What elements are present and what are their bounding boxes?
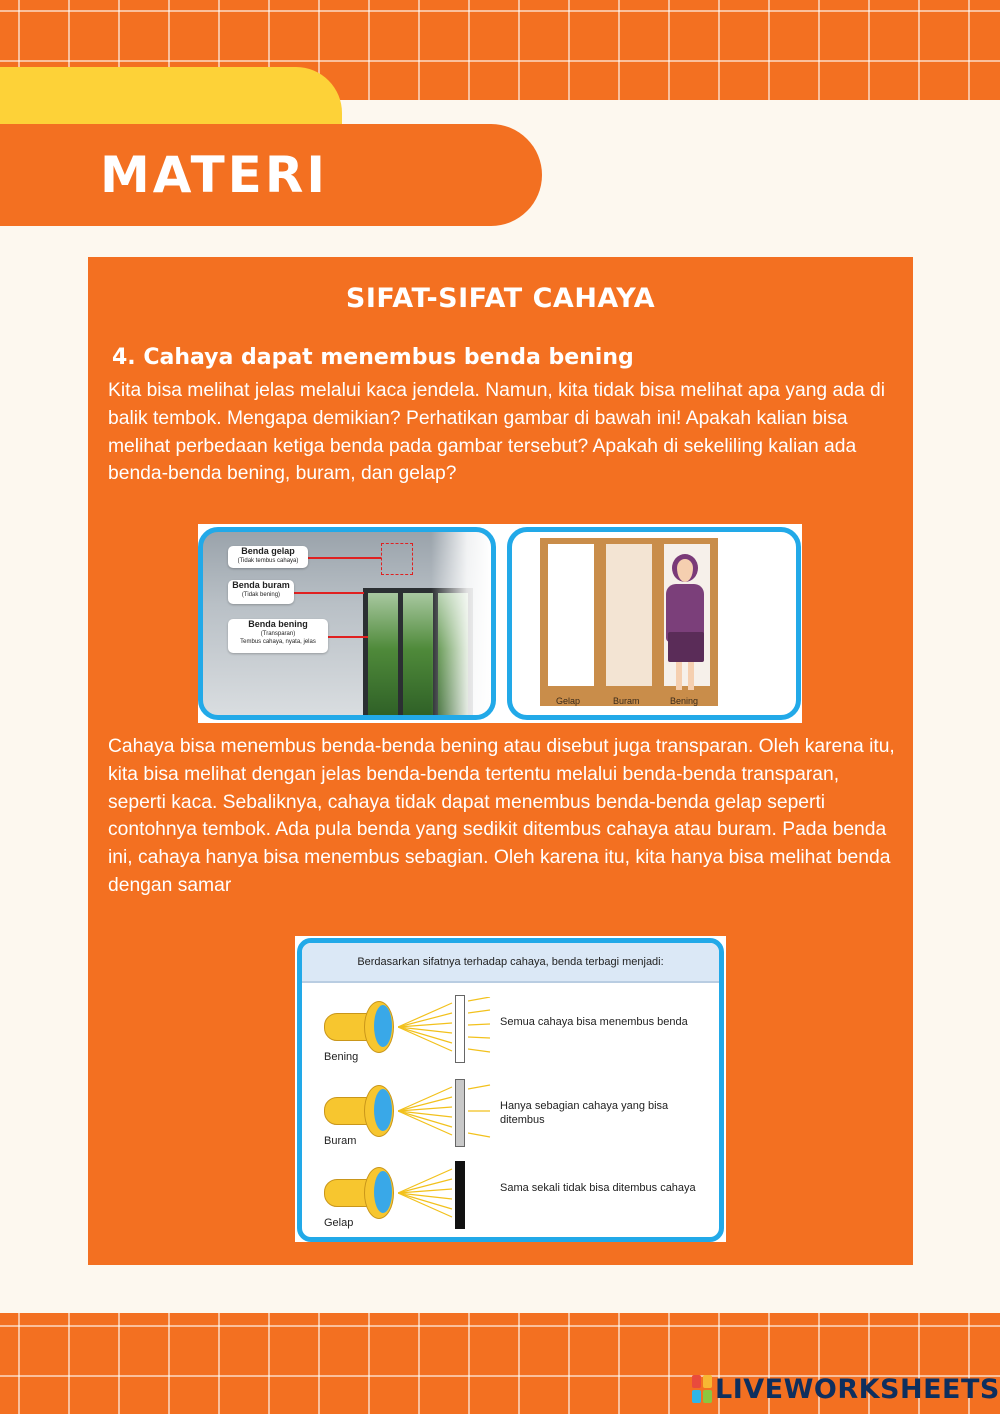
- label-title: Benda gelap: [241, 546, 295, 556]
- light-properties-diagram: [295, 936, 726, 1242]
- section-title: SIFAT-SIFAT CAHAYA: [345, 283, 656, 314]
- label-benda-buram: [228, 580, 294, 604]
- label-subtitle: (Tidak tembus cahaya): [237, 558, 299, 564]
- properties-frame: [297, 938, 724, 1242]
- flashlight-lens: [374, 1005, 392, 1047]
- transmitted-rays-icon: [468, 997, 492, 1057]
- liveworksheets-logo-icon: [692, 1375, 712, 1403]
- intro-paragraph: Kita bisa melihat jelas melalui kaca jendela. Namun, kita tidak bisa melihat apa yang ada di balik tembok. Mengapa demikian? Perhatikan gambar di bawah ini! Apakah kalian bisa melihat perbedaan ketiga benda pada gambar tersebut? Apakah di sekeliling kalian ada benda-benda bening, buram, dan gelap?: [108, 380, 886, 485]
- door-panes-picture: [507, 527, 801, 720]
- pointer-line: [328, 636, 368, 638]
- property-label: Gelap: [324, 1217, 354, 1229]
- caption-bening: Bening: [670, 696, 699, 706]
- translucent-object-bar: [455, 1079, 465, 1147]
- property-label: Bening: [324, 1051, 359, 1063]
- wall-marker: [381, 543, 413, 575]
- opaque-object-bar: [455, 1161, 465, 1229]
- property-row-gelap: [302, 1157, 719, 1237]
- girl-head: [672, 554, 698, 582]
- page-title: MATERI: [100, 146, 328, 204]
- content-panel: [88, 257, 913, 1265]
- property-row-buram: [302, 1075, 719, 1155]
- caption-gelap: Gelap: [556, 696, 581, 706]
- pointer-line: [308, 557, 381, 559]
- property-row-bening: [302, 991, 719, 1071]
- label-benda-gelap: [228, 546, 308, 568]
- door-pane-gelap: [548, 544, 594, 686]
- caption-buram: Buram: [613, 696, 640, 706]
- explanation-paragraph: Cahaya bisa menembus benda-benda bening atau disebut juga transparan. Oleh karena itu, kita bisa melihat dengan jelas benda-benda tertentu melalui benda-benda transparan, seperti kaca. Sebaliknya, cahaya tidak dapat menembus benda-benda gelap seperti contohnya tembok. Ada pula benda yang sedikit ditembus cahaya atau buram. Pada benda ini, cahaya hanya bisa menembus sebagian. Oleh karena itu, kita hanya bisa melihat benda dengan samar: [108, 736, 895, 896]
- property-description: Hanya sebagian cahaya yang bisa ditembus: [500, 1100, 669, 1126]
- label-subtitle: Tembus cahaya, nyata, jelas: [240, 639, 316, 645]
- property-description: Sama sekali tidak bisa ditembus cahaya: [500, 1182, 696, 1194]
- benda-illustration: [198, 524, 802, 723]
- door-pane-buram: [606, 544, 652, 686]
- flashlight-lens: [374, 1089, 392, 1131]
- girl-skirt: [668, 632, 704, 662]
- properties-header: Berdasarkan sifatnya terhadap cahaya, benda terbagi menjadi:: [302, 943, 719, 983]
- property-label: Buram: [324, 1135, 357, 1147]
- window-glass-pane: [403, 593, 433, 718]
- flashlight-lens: [374, 1171, 392, 1213]
- pointer-line: [294, 592, 364, 594]
- label-subtitle: (Tidak bening): [241, 592, 281, 598]
- transmitted-rays-icon: [468, 1081, 492, 1141]
- subheading: 4. Cahaya dapat menembus benda bening: [112, 345, 634, 370]
- light-rays-icon: [398, 999, 454, 1055]
- liveworksheets-logo: [692, 1373, 1000, 1405]
- logo-text: LIVEWORKSHEETS: [715, 1373, 1000, 1405]
- label-benda-bening: [228, 619, 328, 653]
- label-subtitle: (Transparan): [260, 631, 296, 637]
- light-rays-icon: [398, 1165, 454, 1221]
- clear-object-bar: [455, 995, 465, 1063]
- light-rays-icon: [398, 1083, 454, 1139]
- property-description: Semua cahaya bisa menembus benda: [500, 1016, 688, 1028]
- window-glass-pane: [368, 593, 398, 718]
- label-title: Benda buram: [232, 580, 290, 590]
- room-window-picture: [198, 527, 496, 720]
- girl-legs: [676, 662, 694, 690]
- curtain-image: [431, 532, 491, 715]
- label-title: Benda bening: [248, 619, 308, 629]
